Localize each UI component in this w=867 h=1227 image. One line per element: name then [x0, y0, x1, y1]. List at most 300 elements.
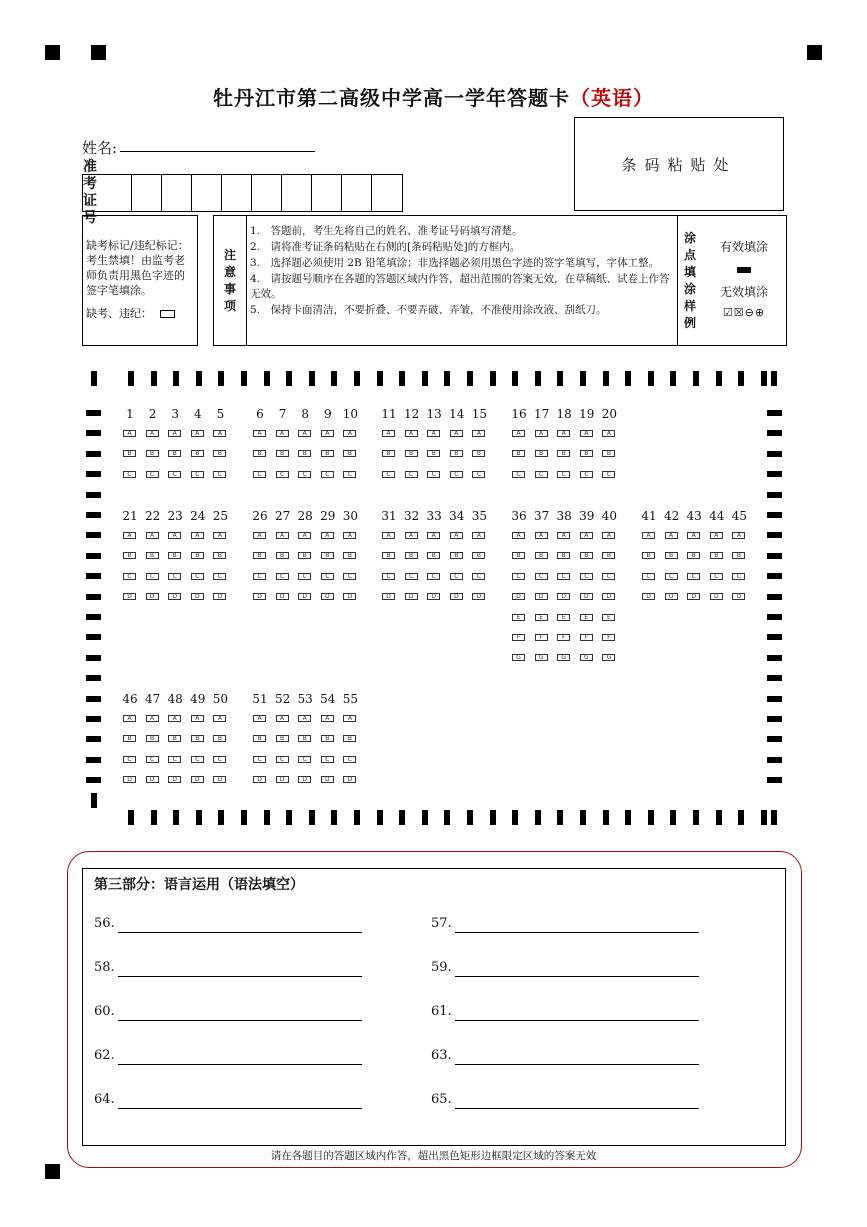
- answer-bubble-d[interactable]: D: [732, 593, 745, 600]
- timing-mark: [86, 757, 101, 763]
- blank-answer-line[interactable]: [455, 976, 699, 977]
- timing-mark: [309, 371, 315, 386]
- answer-bubble-b[interactable]: B: [405, 552, 418, 559]
- answer-bubble-b[interactable]: B: [276, 552, 289, 559]
- blank-answer-line[interactable]: [455, 1064, 699, 1065]
- answer-bubble-a[interactable]: A: [535, 532, 548, 539]
- answer-bubble-a[interactable]: A: [405, 532, 418, 539]
- question-number: 15: [471, 407, 488, 421]
- timing-mark: [422, 371, 428, 386]
- answer-bubble-b[interactable]: B: [450, 552, 463, 559]
- answer-bubble-b[interactable]: B: [580, 450, 593, 457]
- answer-bubble-e[interactable]: E: [580, 614, 593, 621]
- answer-bubble-b[interactable]: B: [472, 450, 485, 457]
- answer-bubble-d[interactable]: D: [343, 593, 356, 600]
- answer-bubble-c[interactable]: C: [710, 573, 723, 580]
- answer-bubble-c[interactable]: C: [276, 756, 289, 763]
- answer-bubble-c[interactable]: C: [168, 471, 181, 478]
- answer-bubble-b[interactable]: B: [382, 450, 395, 457]
- answer-bubble-a[interactable]: A: [191, 532, 204, 539]
- answer-bubble-c[interactable]: C: [191, 756, 204, 763]
- answer-bubble-b[interactable]: B: [710, 552, 723, 559]
- answer-bubble-d[interactable]: D: [168, 593, 181, 600]
- answer-bubble-b[interactable]: B: [642, 552, 655, 559]
- answer-bubble-c[interactable]: C: [580, 471, 593, 478]
- answer-bubble-b[interactable]: B: [146, 552, 159, 559]
- answer-bubble-a[interactable]: A: [427, 430, 440, 437]
- answer-bubble-d[interactable]: D: [472, 593, 485, 600]
- answer-bubble-c[interactable]: C: [298, 573, 311, 580]
- answer-bubble-d[interactable]: D: [580, 593, 593, 600]
- timing-mark: [86, 532, 101, 538]
- answer-bubble-a[interactable]: A: [512, 430, 525, 437]
- title-subject: （英语）: [570, 86, 654, 110]
- answer-bubble-a[interactable]: A: [168, 715, 181, 722]
- answer-bubble-c[interactable]: C: [146, 471, 159, 478]
- question-number: 22: [144, 509, 161, 523]
- answer-bubble-c[interactable]: C: [512, 573, 525, 580]
- timing-mark: [399, 810, 405, 825]
- blank-number: 59.: [431, 960, 452, 975]
- answer-bubble-a[interactable]: A: [123, 430, 136, 437]
- answer-bubble-b[interactable]: B: [253, 552, 266, 559]
- answer-bubble-d[interactable]: D: [427, 593, 440, 600]
- timing-mark: [309, 810, 315, 825]
- answer-bubble-d[interactable]: D: [687, 593, 700, 600]
- name-label: 姓名:: [82, 139, 118, 157]
- answer-bubble-c[interactable]: C: [602, 471, 615, 478]
- answer-bubble-d[interactable]: D: [382, 593, 395, 600]
- timing-mark: [648, 371, 654, 386]
- answer-bubble-c[interactable]: C: [168, 573, 181, 580]
- timing-mark: [399, 371, 405, 386]
- blank-number: 61.: [431, 1004, 452, 1019]
- answer-bubble-a[interactable]: A: [450, 430, 463, 437]
- answer-bubble-a[interactable]: A: [321, 430, 334, 437]
- answer-bubble-b[interactable]: B: [427, 552, 440, 559]
- title-main: 牡丹江市第二高级中学高一学年答题卡: [213, 86, 570, 110]
- answer-bubble-b[interactable]: B: [213, 735, 226, 742]
- question-number: 45: [731, 509, 748, 523]
- answer-bubble-b[interactable]: B: [427, 450, 440, 457]
- answer-bubble-b[interactable]: B: [276, 450, 289, 457]
- answer-bubble-f[interactable]: F: [580, 634, 593, 641]
- answer-bubble-a[interactable]: A: [732, 532, 745, 539]
- answer-bubble-c[interactable]: C: [450, 573, 463, 580]
- answer-bubble-c[interactable]: C: [253, 573, 266, 580]
- answer-bubble-c[interactable]: C: [687, 573, 700, 580]
- timing-mark: [767, 573, 782, 579]
- answer-bubble-a[interactable]: A: [123, 532, 136, 539]
- answer-bubble-c[interactable]: C: [665, 573, 678, 580]
- answer-bubble-b[interactable]: B: [557, 552, 570, 559]
- answer-bubble-b[interactable]: B: [276, 735, 289, 742]
- answer-bubble-d[interactable]: D: [535, 593, 548, 600]
- question-number: 54: [320, 692, 336, 706]
- question-number: 42: [663, 509, 680, 523]
- answer-bubble-d[interactable]: D: [276, 593, 289, 600]
- answer-bubble-c[interactable]: C: [427, 573, 440, 580]
- answer-bubble-d[interactable]: D: [168, 776, 181, 783]
- answer-bubble-c[interactable]: C: [602, 573, 615, 580]
- answer-bubble-a[interactable]: A: [343, 430, 356, 437]
- answer-bubble-b[interactable]: B: [602, 450, 615, 457]
- answer-bubble-b[interactable]: B: [298, 735, 311, 742]
- answer-bubble-c[interactable]: C: [580, 573, 593, 580]
- timing-mark: [218, 371, 224, 386]
- answer-bubble-c[interactable]: C: [213, 471, 226, 478]
- timing-mark: [670, 810, 676, 825]
- answer-bubble-a[interactable]: A: [191, 715, 204, 722]
- answer-bubble-g[interactable]: G: [602, 654, 615, 661]
- answer-bubble-c[interactable]: C: [321, 756, 334, 763]
- blank-answer-line[interactable]: [118, 1064, 362, 1065]
- answer-bubble-a[interactable]: A: [687, 532, 700, 539]
- answer-bubble-a[interactable]: A: [580, 532, 593, 539]
- answer-bubble-c[interactable]: C: [642, 573, 655, 580]
- answer-bubble-b[interactable]: B: [123, 735, 136, 742]
- answer-bubble-d[interactable]: D: [276, 776, 289, 783]
- timing-mark: [264, 371, 270, 386]
- answer-bubble-b[interactable]: B: [213, 450, 226, 457]
- blank-answer-line[interactable]: [118, 1020, 362, 1021]
- answer-bubble-d[interactable]: D: [191, 593, 204, 600]
- answer-bubble-a[interactable]: A: [472, 532, 485, 539]
- answer-bubble-b[interactable]: B: [557, 450, 570, 457]
- exam-number-cell[interactable]: [162, 175, 192, 211]
- answer-bubble-a[interactable]: A: [535, 430, 548, 437]
- answer-bubble-d[interactable]: D: [343, 776, 356, 783]
- answer-bubble-c[interactable]: C: [535, 573, 548, 580]
- answer-bubble-a[interactable]: A: [298, 430, 311, 437]
- answer-bubble-b[interactable]: B: [191, 450, 204, 457]
- answer-bubble-g[interactable]: G: [512, 654, 525, 661]
- timing-mark: [86, 451, 101, 457]
- answer-bubble-b[interactable]: B: [123, 552, 136, 559]
- answer-bubble-a[interactable]: A: [642, 532, 655, 539]
- timing-mark: [603, 810, 609, 825]
- answer-bubble-a[interactable]: A: [253, 715, 266, 722]
- timing-mark: [767, 696, 782, 702]
- answer-bubble-c[interactable]: C: [343, 471, 356, 478]
- answer-bubble-c[interactable]: C: [146, 573, 159, 580]
- answer-bubble-b[interactable]: B: [382, 552, 395, 559]
- timing-mark: [767, 512, 782, 518]
- answer-bubble-c[interactable]: C: [253, 756, 266, 763]
- answer-bubble-a[interactable]: A: [710, 532, 723, 539]
- answer-bubble-d[interactable]: D: [213, 593, 226, 600]
- answer-bubble-b[interactable]: B: [253, 735, 266, 742]
- answer-bubble-d[interactable]: D: [298, 593, 311, 600]
- answer-bubble-g[interactable]: G: [580, 654, 593, 661]
- timing-mark: [535, 810, 541, 825]
- answer-bubble-c[interactable]: C: [472, 573, 485, 580]
- answer-bubble-a[interactable]: A: [253, 430, 266, 437]
- answer-bubble-c[interactable]: C: [732, 573, 745, 580]
- answer-bubble-a[interactable]: A: [298, 532, 311, 539]
- question-number: 51: [252, 692, 268, 706]
- exam-number-cell[interactable]: [312, 175, 342, 211]
- answer-bubble-a[interactable]: A: [580, 430, 593, 437]
- notice-item: 3. 选择题必须使用 2B 铅笔填涂；非选择题必须用黑色字迹的签字笔填写，字体工整。: [250, 257, 660, 269]
- answer-bubble-a[interactable]: A: [146, 532, 159, 539]
- notice-item: 2. 请将准考证条码粘贴在右侧的[条码粘贴处]的方框内。: [250, 241, 521, 253]
- timing-mark: [86, 594, 101, 600]
- answer-bubble-a[interactable]: A: [276, 430, 289, 437]
- answer-bubble-d[interactable]: D: [321, 776, 334, 783]
- answer-bubble-d[interactable]: D: [123, 593, 136, 600]
- answer-bubble-c[interactable]: C: [253, 471, 266, 478]
- answer-bubble-c[interactable]: C: [298, 471, 311, 478]
- blank-number: 60.: [94, 1004, 115, 1019]
- answer-bubble-c[interactable]: C: [123, 573, 136, 580]
- answer-bubble-b[interactable]: B: [405, 450, 418, 457]
- answer-bubble-d[interactable]: D: [665, 593, 678, 600]
- answer-bubble-a[interactable]: A: [665, 532, 678, 539]
- answer-bubble-c[interactable]: C: [405, 471, 418, 478]
- exam-number-cell[interactable]: [192, 175, 222, 211]
- answer-bubble-b[interactable]: B: [146, 450, 159, 457]
- footer-note: 请在各题目的答题区域内作答，超出黑色矩形边框限定区域的答案无效: [270, 1150, 597, 1162]
- answer-bubble-a[interactable]: A: [168, 532, 181, 539]
- timing-mark: [86, 634, 101, 640]
- answer-bubble-d[interactable]: D: [298, 776, 311, 783]
- answer-bubble-b[interactable]: B: [472, 552, 485, 559]
- answer-bubble-d[interactable]: D: [321, 593, 334, 600]
- timing-mark: [767, 451, 782, 457]
- blank-answer-line[interactable]: [455, 1108, 699, 1109]
- answer-bubble-a[interactable]: A: [343, 532, 356, 539]
- answer-bubble-a[interactable]: A: [602, 430, 615, 437]
- blank-answer-line[interactable]: [118, 1108, 362, 1109]
- answer-bubble-b[interactable]: B: [213, 552, 226, 559]
- answer-bubble-c[interactable]: C: [535, 471, 548, 478]
- answer-bubble-d[interactable]: D: [213, 776, 226, 783]
- answer-bubble-b[interactable]: B: [665, 552, 678, 559]
- barcode-label: 条码粘贴处: [621, 155, 737, 174]
- timing-mark: [625, 371, 631, 386]
- answer-bubble-c[interactable]: C: [405, 573, 418, 580]
- answer-bubble-g[interactable]: G: [557, 654, 570, 661]
- answer-bubble-a[interactable]: A: [123, 715, 136, 722]
- answer-bubble-b[interactable]: B: [321, 552, 334, 559]
- answer-bubble-d[interactable]: D: [146, 776, 159, 783]
- timing-mark: [196, 371, 202, 386]
- sample-invalid-label: 无效填涂: [719, 285, 768, 299]
- question-number: 41: [641, 509, 657, 523]
- answer-bubble-a[interactable]: A: [276, 715, 289, 722]
- answer-bubble-c[interactable]: C: [343, 573, 356, 580]
- answer-bubble-b[interactable]: B: [191, 735, 204, 742]
- answer-bubble-b[interactable]: B: [123, 450, 136, 457]
- answer-bubble-a[interactable]: A: [602, 532, 615, 539]
- answer-bubble-d[interactable]: D: [253, 776, 266, 783]
- answer-bubble-b[interactable]: B: [298, 450, 311, 457]
- blank-answer-line[interactable]: [455, 1020, 699, 1021]
- answer-bubble-g[interactable]: G: [535, 654, 548, 661]
- answer-bubble-d[interactable]: D: [123, 776, 136, 783]
- timing-mark: [767, 430, 782, 436]
- answer-bubble-d[interactable]: D: [512, 593, 525, 600]
- question-number: 19: [579, 407, 595, 421]
- answer-bubble-b[interactable]: B: [146, 735, 159, 742]
- answer-bubble-e[interactable]: E: [535, 614, 548, 621]
- answer-bubble-e[interactable]: E: [557, 614, 570, 621]
- answer-bubble-d[interactable]: D: [253, 593, 266, 600]
- answer-bubble-a[interactable]: A: [253, 532, 266, 539]
- answer-bubble-c[interactable]: C: [191, 471, 204, 478]
- answer-bubble-b[interactable]: B: [343, 450, 356, 457]
- answer-bubble-b[interactable]: B: [321, 450, 334, 457]
- answer-bubble-d[interactable]: D: [146, 593, 159, 600]
- answer-bubble-b[interactable]: B: [535, 552, 548, 559]
- answer-bubble-b[interactable]: B: [602, 552, 615, 559]
- sample-valid-label: 有效填涂: [719, 240, 768, 254]
- timing-mark: [767, 594, 782, 600]
- answer-bubble-a[interactable]: A: [213, 430, 226, 437]
- answer-bubble-a[interactable]: A: [382, 430, 395, 437]
- exam-number-cell[interactable]: [132, 175, 162, 211]
- answer-bubble-a[interactable]: A: [450, 532, 463, 539]
- timing-mark: [767, 492, 782, 498]
- timing-mark: [771, 371, 777, 386]
- answer-bubble-b[interactable]: B: [321, 735, 334, 742]
- exam-number-label: [83, 159, 132, 226]
- answer-bubble-f[interactable]: F: [557, 634, 570, 641]
- answer-bubble-b[interactable]: B: [343, 735, 356, 742]
- answer-bubble-c[interactable]: C: [213, 756, 226, 763]
- question-number: 55: [342, 692, 359, 706]
- answer-bubble-c[interactable]: C: [512, 471, 525, 478]
- answer-bubble-b[interactable]: B: [535, 450, 548, 457]
- answer-bubble-d[interactable]: D: [642, 593, 655, 600]
- exam-number-cell[interactable]: [252, 175, 282, 211]
- answer-bubble-a[interactable]: A: [213, 715, 226, 722]
- answer-bubble-f[interactable]: F: [512, 634, 525, 641]
- answer-bubble-b[interactable]: B: [168, 735, 181, 742]
- answer-bubble-a[interactable]: A: [298, 715, 311, 722]
- answer-bubble-a[interactable]: A: [146, 430, 159, 437]
- question-number: 7: [278, 407, 287, 421]
- answer-bubble-a[interactable]: A: [191, 430, 204, 437]
- answer-bubble-c[interactable]: C: [146, 756, 159, 763]
- answer-bubble-c[interactable]: C: [191, 573, 204, 580]
- answer-bubble-d[interactable]: D: [557, 593, 570, 600]
- sample-valid-mark: [737, 267, 751, 273]
- absence-box: [82, 215, 198, 346]
- answer-bubble-c[interactable]: C: [557, 573, 570, 580]
- answer-bubble-c[interactable]: C: [168, 756, 181, 763]
- question-number: 3: [171, 407, 179, 421]
- answer-bubble-d[interactable]: D: [450, 593, 463, 600]
- answer-bubble-a[interactable]: A: [405, 430, 418, 437]
- exam-number-cell[interactable]: [222, 175, 252, 211]
- question-number: 44: [709, 509, 725, 523]
- timing-mark: [648, 810, 654, 825]
- answer-bubble-b[interactable]: B: [512, 552, 525, 559]
- timing-mark: [86, 716, 101, 722]
- blank-answer-line[interactable]: [118, 976, 362, 977]
- answer-bubble-c[interactable]: C: [298, 756, 311, 763]
- timing-mark: [771, 810, 777, 825]
- answer-bubble-a[interactable]: A: [427, 532, 440, 539]
- answer-bubble-a[interactable]: A: [557, 532, 570, 539]
- answer-bubble-c[interactable]: C: [427, 471, 440, 478]
- answer-bubble-b[interactable]: B: [253, 450, 266, 457]
- blank-answer-line[interactable]: [455, 932, 699, 933]
- exam-number-cell[interactable]: [282, 175, 312, 211]
- answer-bubble-c[interactable]: C: [276, 573, 289, 580]
- answer-bubble-c[interactable]: C: [276, 471, 289, 478]
- answer-bubble-b[interactable]: B: [191, 552, 204, 559]
- timing-mark: [331, 810, 337, 825]
- answer-bubble-a[interactable]: A: [213, 532, 226, 539]
- question-number: 29: [320, 509, 336, 523]
- answer-bubble-c[interactable]: C: [123, 471, 136, 478]
- question-number: 52: [274, 692, 291, 706]
- answer-bubble-b[interactable]: B: [168, 552, 181, 559]
- answer-bubble-c[interactable]: C: [343, 756, 356, 763]
- answer-bubble-e[interactable]: E: [512, 614, 525, 621]
- answer-bubble-c[interactable]: C: [382, 471, 395, 478]
- exam-number-grid: [82, 159, 403, 226]
- answer-bubble-f[interactable]: F: [535, 634, 548, 641]
- answer-bubble-b[interactable]: B: [580, 552, 593, 559]
- answer-bubble-c[interactable]: C: [123, 756, 136, 763]
- answer-bubble-a[interactable]: A: [146, 715, 159, 722]
- answer-bubble-a[interactable]: A: [472, 430, 485, 437]
- answer-bubble-b[interactable]: B: [343, 552, 356, 559]
- name-input-line[interactable]: [120, 151, 315, 152]
- answer-bubble-a[interactable]: A: [512, 532, 525, 539]
- answer-bubble-d[interactable]: D: [710, 593, 723, 600]
- answer-bubble-a[interactable]: A: [276, 532, 289, 539]
- exam-number-cell[interactable]: [372, 175, 402, 211]
- answer-bubble-a[interactable]: A: [168, 430, 181, 437]
- answer-bubble-d[interactable]: D: [191, 776, 204, 783]
- answer-bubble-c[interactable]: C: [557, 471, 570, 478]
- answer-bubble-d[interactable]: D: [602, 593, 615, 600]
- question-number: 4: [193, 407, 202, 421]
- answer-bubble-c[interactable]: C: [382, 573, 395, 580]
- question-number: 16: [511, 407, 527, 421]
- answer-bubble-a[interactable]: A: [321, 715, 334, 722]
- answer-bubble-a[interactable]: A: [321, 532, 334, 539]
- answer-bubble-b[interactable]: B: [732, 552, 745, 559]
- answer-bubble-b[interactable]: B: [687, 552, 700, 559]
- exam-number-cell[interactable]: [342, 175, 372, 211]
- answer-bubble-c[interactable]: C: [213, 573, 226, 580]
- answer-bubble-e[interactable]: E: [602, 614, 615, 621]
- answer-bubble-b[interactable]: B: [512, 450, 525, 457]
- answer-bubble-c[interactable]: C: [321, 573, 334, 580]
- answer-bubble-a[interactable]: A: [557, 430, 570, 437]
- answer-bubble-b[interactable]: B: [168, 450, 181, 457]
- answer-bubble-c[interactable]: C: [321, 471, 334, 478]
- answer-bubble-d[interactable]: D: [405, 593, 418, 600]
- absence-mark-box[interactable]: [160, 310, 175, 318]
- question-number: 17: [533, 407, 550, 421]
- answer-bubble-b[interactable]: B: [298, 552, 311, 559]
- answer-bubble-a[interactable]: A: [382, 532, 395, 539]
- answer-bubble-a[interactable]: A: [343, 715, 356, 722]
- answer-bubble-f[interactable]: F: [602, 634, 615, 641]
- answer-bubble-b[interactable]: B: [450, 450, 463, 457]
- timing-mark: [716, 810, 722, 825]
- blank-answer-line[interactable]: [118, 932, 362, 933]
- answer-bubble-c[interactable]: C: [450, 471, 463, 478]
- answer-bubble-c[interactable]: C: [472, 471, 485, 478]
